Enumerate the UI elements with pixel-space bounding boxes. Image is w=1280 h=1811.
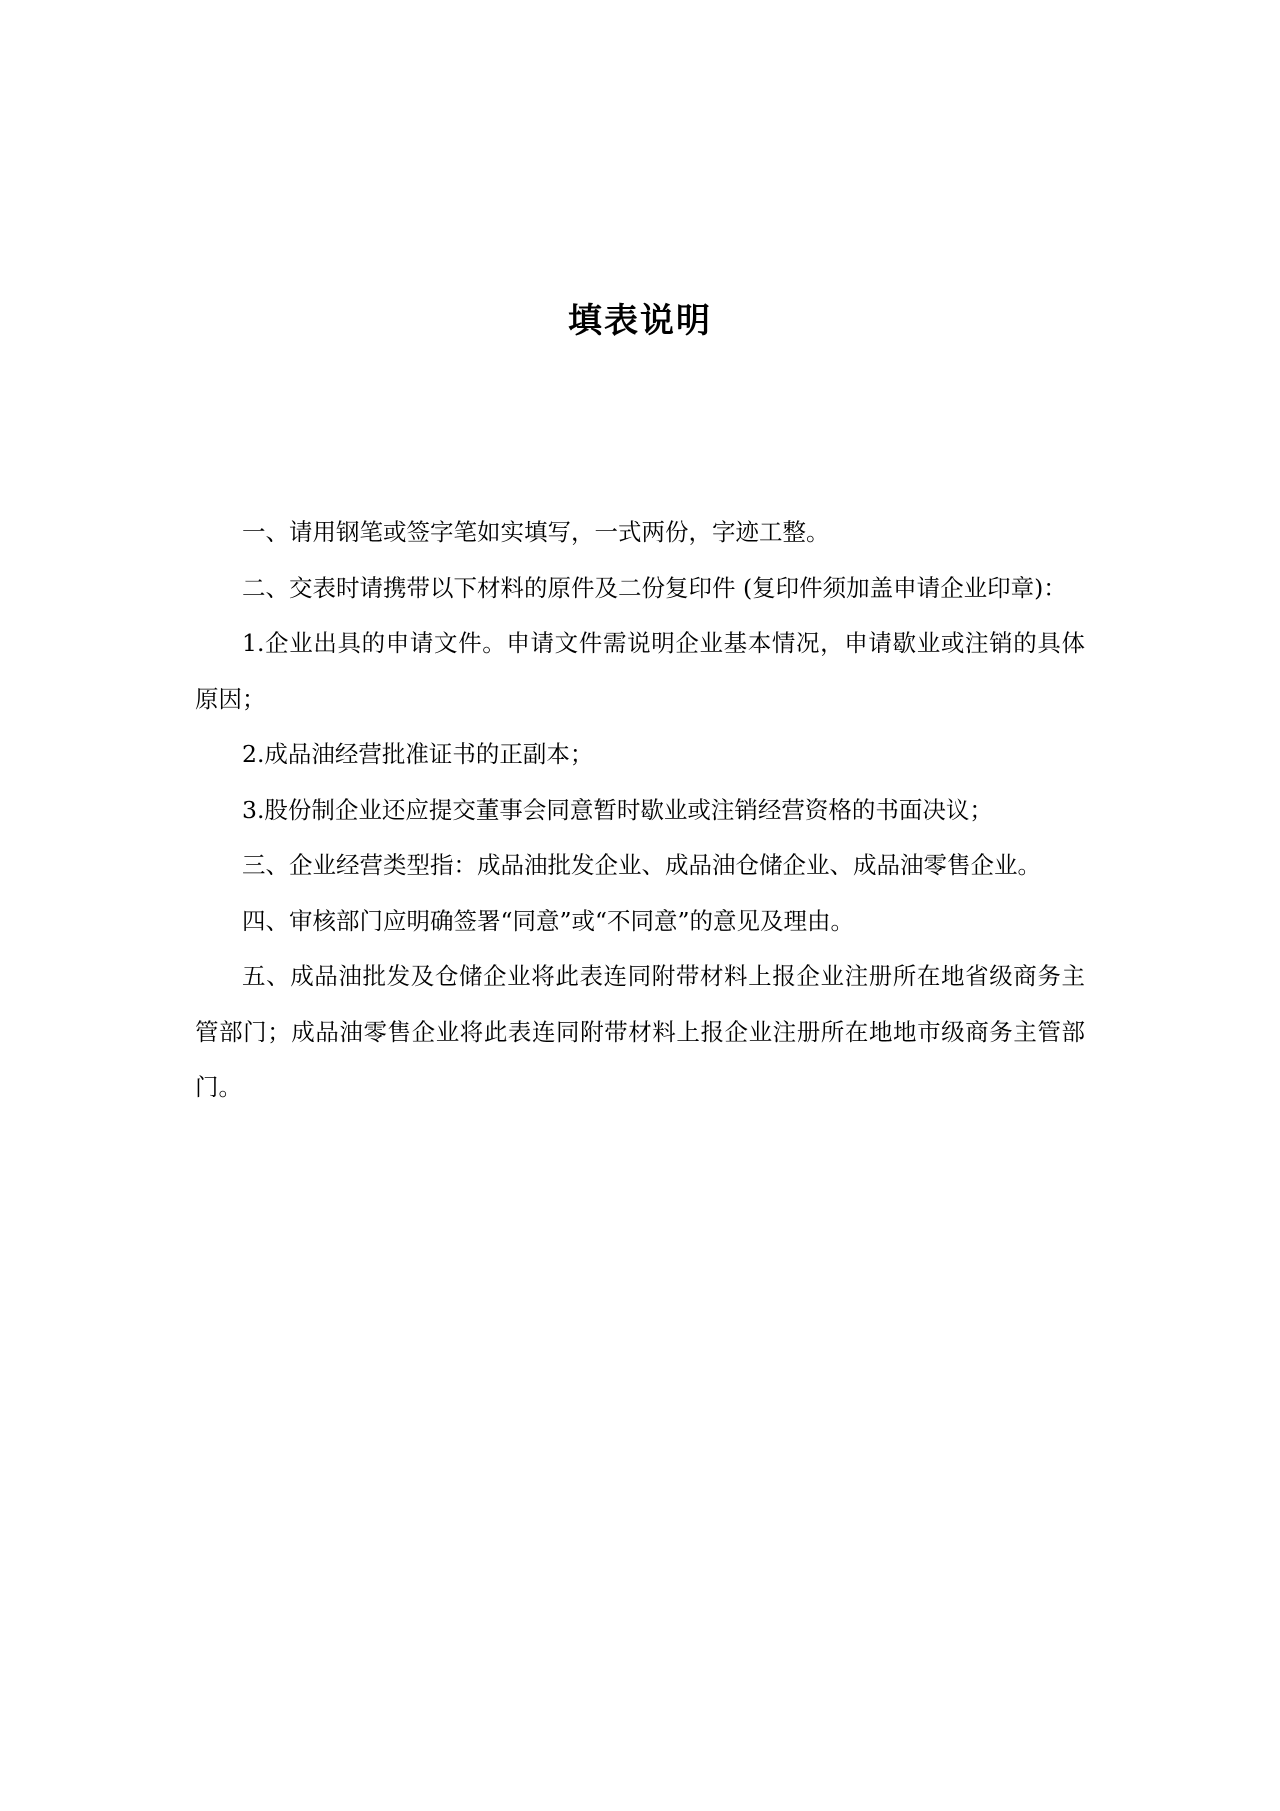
instruction-paragraph: 一、请用钢笔或签字笔如实填写，一式两份，字迹工整。 bbox=[242, 518, 830, 546]
instruction-paragraph: 1.企业出具的申请文件。申请文件需说明企业基本情况，申请歇业或注销的具体原因； bbox=[195, 629, 1085, 713]
instruction-paragraph: 3.股份制企业还应提交董事会同意暂时歇业或注销经营资格的书面决议； bbox=[242, 795, 993, 824]
instruction-paragraph: 三、企业经营类型指：成品油批发企业、成品油仓储企业、成品油零售企业。 bbox=[242, 851, 1041, 879]
instruction-paragraph: 2.成品油经营批准证书的正副本； bbox=[242, 740, 594, 768]
page-title: 填表说明 bbox=[568, 301, 712, 341]
instructions-body bbox=[195, 505, 1085, 1116]
instruction-paragraph: 四、审核部门应明确签署“同意”或“不同意”的意见及理由。 bbox=[242, 906, 855, 935]
instruction-paragraph: 五、成品油批发及仓储企业将此表连同附带材料上报企业注册所在地省级商务主管部门；成品油零售企业将此表连同附带材料上报企业注册所在地地市级商务主管部门。 bbox=[195, 962, 1085, 1101]
instruction-paragraph: 二、交表时请携带以下材料的原件及二份复印件 (复印件须加盖申请企业印章)： bbox=[242, 573, 1067, 602]
